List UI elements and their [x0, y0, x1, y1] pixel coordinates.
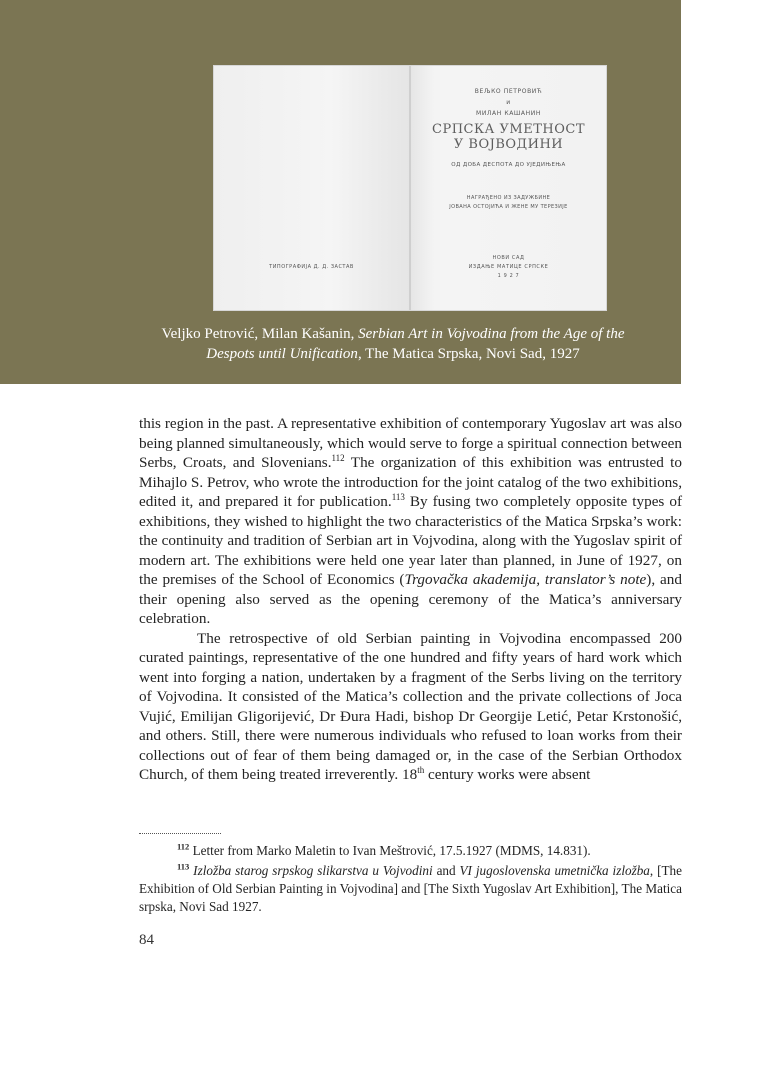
- book-photo: [214, 66, 606, 310]
- book-imprint: НОВИ САД ИЗДАЊЕ МАТИЦЕ СРПСКЕ 1 9 2 7: [468, 255, 549, 279]
- footnote-113: $^{113}$ Izložba starog srpskog slikarstva u Vojvodini and VI jugoslovenska umetnička izložba, [The Exhibition of Old Serbian Painting in Vojvodina] and [The Sixth Yugoslav Art Exhibition], The Matica srpska, Novi Sad 1927.: [139, 861, 682, 914]
- book-printer-line: ТИПОГРАФИЈА Д. Д. ЗАСТАВ: [269, 264, 354, 270]
- footnote-112: $^{112}$ Letter from Marko Maletin to Ivan Meštrović, 17.5.1927 (MDMS, 14.831).: [177, 841, 591, 858]
- paragraph-2: The retrospective of old Serbian painting in Vojvodina encompassed 200 curated paintings, representative of the one hundred and fifty years of hard work which went into forging a nation, undertaken by a fragment of the Serbs living on the territory of Vojvodina. It consisted of the Matica’s collection and the private collections of Joca Vujić, Emilijan Gligorijević, Dr Đura Hadi, bishop Dr Georgije Letić, Petar Krstonošić, and others. Still, there were numerous individuals who refused to loan works from their collections out of fear of them being damaged or, in the case of the Serbian Orthodox Church, of them being treated irreverently. 18th century works were absent: [139, 629, 682, 783]
- book-authors: ВЕЉКО ПЕТРОВИЋ и МИЛАН КАШАНИН: [474, 88, 543, 117]
- footnote-divider: [139, 833, 221, 834]
- book-subtitle: ОД ДОБА ДЕСПОТА ДО УЈЕДИЊЕЊА: [451, 162, 566, 168]
- book-title: СРПСКА УМЕТНОСТ У ВОЈВОДИНИ: [432, 122, 585, 152]
- book-left-page: [214, 66, 411, 310]
- figure-panel: [0, 0, 681, 384]
- footnote-ref-112[interactable]: 112: [331, 452, 345, 463]
- book-right-page: [411, 66, 606, 310]
- book-award-note: НАГРАЂЕНО ИЗ ЗАДУЖБИНЕ ЈОВАНА ОСТОЈИЋА И ЖЕНЕ МУ ТЕРЕЗИЈЕ: [449, 195, 568, 210]
- body-text: [139, 414, 682, 785]
- paragraph-1: this region in the past. A representative exhibition of contemporary Yugoslav art was also being planned simultaneously, which would serve to forge a spiritual connection between Serbs, Croats, and Slovenians.$^{112}$ The organization of this exhibition was entrusted to Mihajlo S. Petrov, who wrote the introduction for the joint catalog of the two exhibitions, edited it, and prepared it for publication.$^{113}$ By fusing two completely opposite types of exhibitions, they wished to highlight the two characteristics of the Matica Srpska’s work: the continuity and tradition of Serbian art in Vojvodina, along with the Yugoslav spirit of modern art. The exhibitions were held one year later than planned, in June of 1927, on the premises of the School of Economics (Trgovačka akademija, translator’s note), and their opening also served as the opening ceremony of the Matica’s anniversary celebration.: [139, 415, 683, 627]
- page-number: 84: [139, 932, 154, 948]
- footnotes: [139, 842, 682, 918]
- figure-caption: Veljko Petrović, Milan Kašanin, Serbian Art in Vojvodina from the Age of the Despots until Unification, The Matica Srpska, Novi Sad, 1927: [161, 326, 625, 362]
- footnote-ref-113[interactable]: 113: [391, 491, 405, 502]
